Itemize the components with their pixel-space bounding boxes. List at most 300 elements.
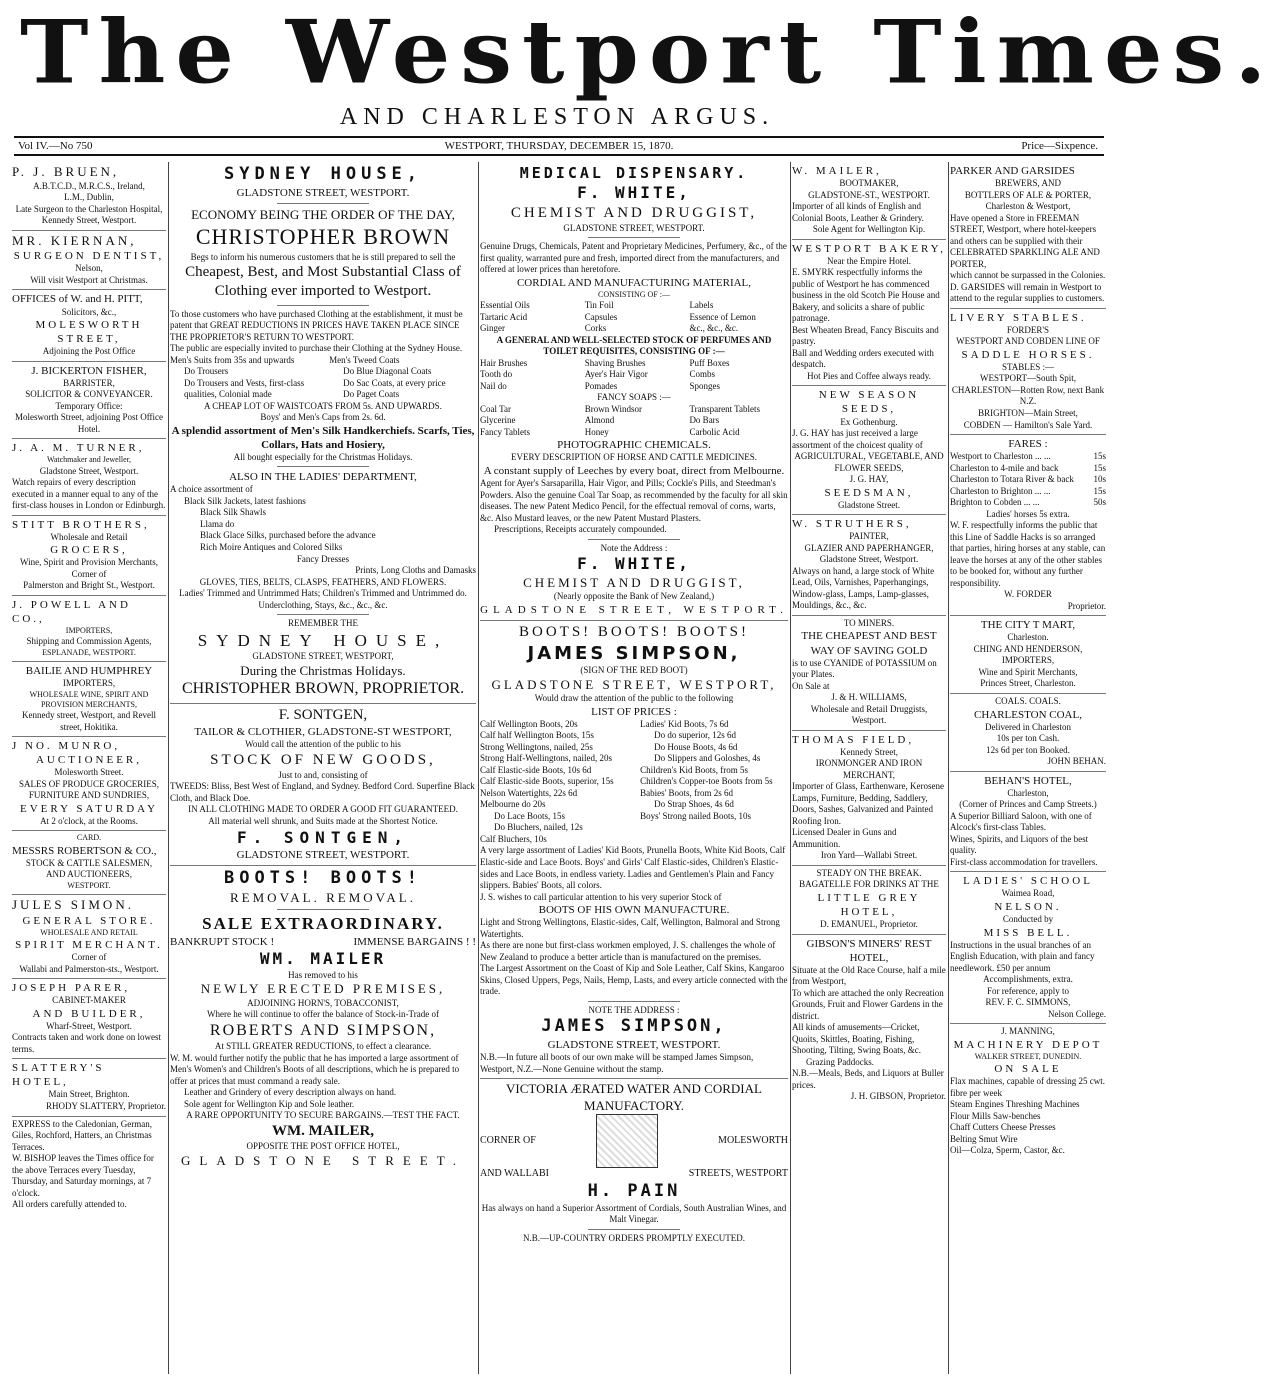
advert-line: N.B.—In future all boots of our own make will be stamped James Simpson, Westport, N.Z.—None Genuine without the stamp. bbox=[480, 1052, 754, 1074]
advert-line: ALSO IN THE LADIES' DEPARTMENT, bbox=[229, 471, 417, 484]
advert-line: Flax machines, capable of dressing 25 cwt. fibre per week bbox=[950, 1076, 1105, 1098]
advert-heading: PARKER AND GARSIDES bbox=[950, 165, 1075, 177]
advert-line: A GENERAL AND WELL-SELECTED STOCK OF PERFUMES AND TOILET REQUISITES, CONSISTING OF :— bbox=[496, 334, 772, 357]
advert-line: Instructions in the usual branches of an English Education, with plain and fancy needlework. £50 per annum bbox=[950, 939, 1095, 973]
advert-line: IN ALL CLOTHING MADE TO ORDER A GOOD FIT GUARANTEED. bbox=[188, 804, 458, 815]
advert-struthers bbox=[792, 515, 946, 616]
advert-line: Ladies' horses 5s extra. bbox=[986, 508, 1070, 519]
advert-heading: JOSEPH PARER, bbox=[12, 982, 131, 995]
fare-price: 10s bbox=[1093, 474, 1106, 485]
toilet-list bbox=[480, 358, 788, 393]
advert-mailer-bootmaker bbox=[792, 162, 946, 240]
advert-line: J. G. HAY, bbox=[849, 474, 889, 485]
divider bbox=[277, 909, 369, 910]
advert-line: Underclothing, Stays, &c., &c., &c. bbox=[258, 599, 388, 610]
advert-line: Charleston & Westport, bbox=[985, 201, 1071, 212]
advert-heading: H. PAIN bbox=[587, 1181, 681, 1202]
advert-line: (Corner of Princes and Camp Streets.) bbox=[959, 799, 1097, 810]
advert-line: Main Street, Brighton. bbox=[48, 1089, 130, 1100]
advert-line: WHOLESALE AND RETAIL bbox=[40, 927, 138, 937]
advert-line: J. G. HAY has just received a large assortment of the choicest quality of bbox=[792, 428, 923, 450]
advert-line: Kennedy street, Westport, and Revell street, Hokitika. bbox=[21, 710, 157, 732]
column-rule bbox=[948, 162, 949, 1374]
list-item: Do Paget Coats bbox=[343, 389, 400, 400]
advert-line: J. & H. WILLIAMS, bbox=[831, 692, 907, 703]
fare-row bbox=[950, 497, 1106, 509]
divider bbox=[588, 1229, 680, 1230]
advert-line: Begs to inform his numerous customers that he is still prepared to sell the bbox=[190, 251, 456, 262]
advert-line: D. EMANUEL, Proprietor. bbox=[820, 919, 918, 930]
masthead bbox=[0, 0, 1276, 152]
advert-gibson bbox=[792, 935, 946, 1106]
fare-price: 15s bbox=[1093, 462, 1106, 473]
advert-line: A RARE OPPORTUNITY TO SECURE BARGAINS.—TEST THE FACT. bbox=[186, 1110, 460, 1121]
advert-line: The public are especially invited to purchase their Clothing at the Sydney House. bbox=[170, 343, 463, 354]
advert-line: A very large assortment of Ladies' Kid Boots, Prunella Boots, White Kid Boots, Calf Elastic-side and Lace Boots. Boys' and Girls' Calf Elastic-sides, Children's Elastic-sides and Lace Boots, in endless variety. Ladies and Gentlemen's Plain and Fancy slippers. Babies' Boots, all colors. bbox=[480, 845, 786, 891]
column-3 bbox=[480, 162, 788, 1372]
advert-heading: W. MAILER, bbox=[792, 165, 882, 177]
advert-heading: STEADY ON THE BREAK. bbox=[816, 867, 922, 878]
advert-line: SURGEON DENTIST, bbox=[13, 250, 165, 263]
list-item: Melbourne do 20s bbox=[480, 799, 546, 810]
advert-line: BANKRUPT STOCK ! bbox=[170, 936, 275, 949]
advert-line: CHING AND HENDERSON, IMPORTERS, bbox=[973, 643, 1083, 666]
advert-line: Sole Agent for Wellington Kip. bbox=[812, 224, 926, 235]
address-row bbox=[480, 1168, 788, 1181]
advert-express bbox=[12, 1117, 166, 1214]
advert-line: Genuine Drugs, Chemicals, Patent and Proprietary Medicines, Perfumery, &c., of the first quality, warranted pure and fresh, imported direct from the manufacturers, and offered at lower prices than heretofore. bbox=[480, 241, 787, 275]
advert-heading: STITT BROTHERS, bbox=[12, 518, 150, 531]
advert-line: Wines, Spirits, and Liquors of the best quality. bbox=[950, 833, 1089, 856]
newspaper-subtitle: AND CHARLESTON ARGUS. bbox=[339, 104, 775, 130]
issue-price: Price—Sixpence. bbox=[1021, 140, 1098, 152]
advert-line: TWEEDS: Bliss, Best West of England, and Sydney. Bedford Cord. Superfine Black Cloth, and Black Doe. bbox=[170, 781, 475, 803]
advert-line: Wholesale and Retail bbox=[50, 531, 128, 542]
advert-line: IMPORTERS, bbox=[62, 678, 116, 689]
advert-line: Will visit Westport at Christmas. bbox=[30, 274, 148, 285]
advert-line: Molesworth Street, adjoining Post Office Hotel. bbox=[14, 412, 164, 434]
list-item: Rich Moire Antiques and Colored Silks bbox=[200, 541, 343, 552]
list-item: Do House Boots, 4s 6d bbox=[654, 741, 738, 752]
advert-manning bbox=[950, 1024, 1106, 1160]
list-item: Coal Tar bbox=[480, 403, 511, 414]
advert-pitt bbox=[12, 290, 166, 361]
advert-line: EVERY SATURDAY bbox=[19, 802, 159, 815]
advert-line: Cheapest, Best, and Most Substantial Class of Clothing ever imported to Westport. bbox=[185, 264, 461, 300]
advert-grey-hotel bbox=[792, 866, 946, 935]
advert-line: Best Wheaten Bread, Fancy Biscuits and pastry. bbox=[792, 324, 939, 347]
divider bbox=[277, 305, 369, 306]
advert-kiernan bbox=[12, 231, 166, 291]
advert-line: REMEMBER THE bbox=[287, 618, 359, 629]
list-item: Llama do bbox=[200, 518, 235, 529]
advert-line: COBDEN — Hamilton's Sale Yard. bbox=[963, 419, 1093, 430]
advert-line: All kinds of amusements—Cricket, Quoits, Skittles, Boating, Fishing, Shooting, Tilting, Swing Boats, &c. bbox=[792, 1022, 922, 1056]
fare-row bbox=[950, 486, 1106, 498]
list-item: Babies' Boots, from 2s 6d bbox=[640, 787, 734, 798]
advert-line: AND BUILDER, bbox=[32, 1007, 146, 1020]
advert-simpson bbox=[480, 621, 788, 1079]
list-item: Men's Tweed Coats bbox=[329, 354, 400, 365]
advert-behan-hotel bbox=[950, 772, 1106, 873]
divider bbox=[277, 203, 369, 204]
soap-list bbox=[480, 404, 788, 439]
advert-line: Nelson College. bbox=[1048, 1008, 1106, 1019]
advert-line: Importer of all kinds of English and Colonial Boots, Leather & Grindery. bbox=[792, 201, 924, 223]
advert-simon bbox=[12, 895, 166, 979]
list-item: Strong Half-Wellingtons, nailed, 20s bbox=[480, 753, 613, 764]
advert-line: ADJOINING HORN'S, TOBACCONIST, bbox=[247, 997, 399, 1008]
advert-heading: ROBERTS AND SIMPSON, bbox=[209, 1021, 437, 1039]
list-item: Glycerine bbox=[480, 415, 516, 426]
advert-parker-garsides bbox=[950, 162, 1106, 309]
advert-line: SADDLE HORSES. bbox=[961, 348, 1095, 361]
advert-line: Watch repairs of every description executed in a manner equal to any of the first-class houses in London or Edinburgh. bbox=[12, 477, 166, 511]
advert-bailie bbox=[12, 662, 166, 737]
fare-price: 50s bbox=[1093, 497, 1106, 508]
list-item: Do Trousers bbox=[184, 366, 229, 377]
fare-price: 15s bbox=[1093, 451, 1106, 462]
advert-line: Near the Empire Hotel. bbox=[827, 255, 911, 266]
advert-line: GLADSTONE STREET, WESTPORT. bbox=[547, 1039, 721, 1052]
list-item: Essential Oils bbox=[480, 300, 530, 311]
list-item: Strong Wellingtons, nailed, 25s bbox=[480, 741, 593, 752]
list-item: Fancy Dresses bbox=[296, 553, 350, 564]
advert-line: SEEDSMAN, bbox=[824, 486, 914, 499]
issue-date: WESTPORT, THURSDAY, DECEMBER 15, 1870. bbox=[444, 140, 674, 152]
advert-line: CONSISTING OF :— bbox=[597, 289, 670, 299]
advert-line: REV. F. C. SIMMONS, bbox=[985, 997, 1071, 1008]
advert-line: All material well shrunk, and Suits made at the Shortest Notice. bbox=[208, 815, 438, 826]
advert-line: CHEMIST AND DRUGGIST, bbox=[523, 574, 745, 590]
fare-row bbox=[950, 451, 1106, 463]
advert-heading: JAMES SIMPSON, bbox=[541, 1016, 727, 1037]
fare-route: Brighton to Cobden ... ... bbox=[950, 497, 1040, 508]
advert-line: A splendid assortment of Men's Silk Handkerchiefs. Scarfs, Ties, Collars, Hats and Hosiery, bbox=[171, 424, 475, 451]
list-item: Essence of Lemon bbox=[689, 311, 756, 322]
advert-line: ON SALE bbox=[994, 1063, 1062, 1076]
advert-line: Would draw the attention of the public to the following bbox=[534, 693, 734, 704]
advert-line: FORDER'S bbox=[1006, 324, 1050, 335]
advert-line: MISS BELL. bbox=[983, 926, 1073, 939]
column-rule bbox=[478, 162, 479, 1374]
list-item: Calf Wellington Boots, 20s bbox=[480, 718, 578, 729]
advert-heading: OFFICES of W. and H. PITT, bbox=[12, 293, 143, 306]
advert-line: MOLESWORTH STREET, bbox=[35, 319, 143, 346]
list-item: Calf half Wellington Boots, 15s bbox=[480, 730, 594, 741]
list-item: Do Trousers and Vests, first-class qualities, Colonial made bbox=[184, 377, 305, 400]
advert-heading: SYDNEY HOUSE, bbox=[197, 630, 449, 650]
advert-line: WESTPORT AND COBDEN LINE OF bbox=[956, 336, 1100, 347]
advert-line: BARRISTER, bbox=[63, 377, 115, 388]
advert-line: Gladstone Street, Westport. bbox=[819, 554, 919, 565]
advert-heading: SYDNEY HOUSE, bbox=[223, 164, 423, 184]
advert-line: Waimea Road, bbox=[1001, 888, 1055, 899]
list-item: Prints, Long Cloths and Damasks bbox=[355, 565, 476, 576]
list-item: Sponges bbox=[689, 380, 720, 391]
column-5 bbox=[950, 162, 1106, 1372]
advert-heading: NEW SEASON SEEDS, bbox=[818, 389, 920, 416]
advert-heading: MEDICAL DISPENSARY. bbox=[519, 164, 749, 182]
advert-line: Conducted by bbox=[1002, 914, 1054, 924]
advert-line: Hot Pies and Coffee always ready. bbox=[807, 370, 931, 381]
advert-line: Wallabi and Palmerston-sts., Westport. bbox=[19, 963, 159, 974]
advert-line: CHARLESTON—Rotten Row, next Bank N.Z. bbox=[951, 384, 1105, 407]
advert-line: STABLES :— bbox=[1001, 361, 1055, 372]
advert-line: NOTE THE ADDRESS : bbox=[588, 1004, 680, 1015]
advert-line: ECONOMY BEING THE ORDER OF THE DAY, bbox=[191, 206, 455, 222]
list-item: Brown Windsor bbox=[584, 403, 642, 414]
advert-line: J. S. wishes to call particular attention to his very superior Stock of bbox=[480, 891, 722, 902]
advert-line: W. M. would further notify the public that he has imported a large assortment of Men's Women's and Children's Boots of all descriptions, which he is prepared to offer at prices that must command a ready sale. bbox=[170, 1052, 460, 1086]
advert-line: Shipping and Commission Agents, bbox=[26, 636, 152, 647]
advert-line: GLADSTONE STREET, WESTPORT. bbox=[236, 186, 410, 199]
advert-munro bbox=[12, 737, 166, 831]
advert-heading: W. STRUTHERS, bbox=[792, 518, 912, 531]
advert-line: IMMENSE BARGAINS ! ! bbox=[353, 936, 476, 949]
list-item: Do Bluchers, nailed, 12s bbox=[494, 822, 583, 833]
advert-line: At STILL GREATER REDUCTIONS, to effect a clearance. bbox=[214, 1041, 432, 1052]
list-item: Do Bars bbox=[689, 415, 720, 426]
advert-heading: TO MINERS. bbox=[843, 617, 895, 628]
advert-line: RHODY SLATTERY, Proprietor. bbox=[45, 1100, 166, 1111]
advert-line: IMPORTERS, bbox=[65, 626, 113, 636]
advert-heading: BOOTS! BOOTS! BOOTS! bbox=[518, 623, 749, 640]
advert-line: Grazing Paddocks. bbox=[806, 1056, 874, 1067]
advert-parer bbox=[12, 979, 166, 1059]
advert-heading: LIVERY STABLES. bbox=[950, 311, 1087, 324]
advert-heading: BOOTS! BOOTS! bbox=[223, 868, 423, 889]
fare-route: Charleston to Totara River & back bbox=[950, 474, 1074, 485]
advert-line: OPPOSITE THE POST OFFICE HOTEL, bbox=[246, 1141, 400, 1152]
fare-price: 15s bbox=[1093, 485, 1106, 496]
advert-line: Light and Strong Wellingtons, Elastic-sides, Calf, Wellington, Balmoral and Strong Watertights. bbox=[480, 917, 780, 939]
column-2 bbox=[170, 162, 476, 1372]
advert-line: The Largest Assortment on the Coast of Kip and Sole Leather, Calf Skins, Kangaroo Skins, Closed Uppers, Pegs, Nails, Hemp, Lasts, and every article connected with the trade. bbox=[480, 963, 788, 997]
advert-line: GLADSTONE STREET. bbox=[181, 1152, 465, 1168]
advert-line: On Sale at bbox=[792, 680, 830, 691]
advert-line: IRONMONGER AND IRON MERCHANT, bbox=[815, 758, 923, 780]
divider bbox=[588, 237, 680, 238]
advert-line: EVERY DESCRIPTION OF HORSE AND CATTLE MEDICINES. bbox=[511, 452, 757, 463]
advert-line: BRIGHTON—Main Street, bbox=[978, 408, 1078, 418]
list-item: A choice assortment of bbox=[170, 484, 253, 495]
list-item: Black Glace Silks, purchased before the advance bbox=[200, 530, 376, 541]
advert-line: Chaff Cutters Cheese Presses bbox=[950, 1122, 1056, 1133]
advert-line: NEWLY ERECTED PREMISES, bbox=[200, 981, 446, 997]
advert-line: TAILOR & CLOTHIER, GLADSTONE-ST WESTPORT, bbox=[194, 726, 452, 739]
advert-line: GLADSTONE STREET, WESTPORT. bbox=[236, 848, 410, 861]
advert-line: CARD. bbox=[76, 833, 102, 843]
advert-heading: MR. KIERNAN, bbox=[12, 232, 137, 248]
fare-route: Charleston to 4-mile and back bbox=[950, 462, 1059, 473]
advert-line: Ladies' Trimmed and Untrimmed Hats; Children's Trimmed and Untrimmed do. bbox=[179, 588, 467, 599]
advert-line: (SIGN OF THE RED BOOT) bbox=[580, 665, 688, 676]
advert-heading: COALS. COALS. bbox=[995, 695, 1061, 706]
advert-line: Contracts taken and work done on lowest terms. bbox=[12, 1032, 161, 1054]
advert-heading: F. SONTGEN, bbox=[278, 706, 368, 723]
list-item: Do Strap Shoes, 4s 6d bbox=[654, 799, 734, 810]
advert-line: 12s 6d per ton Booked. bbox=[986, 744, 1070, 755]
advert-line: To those customers who have purchased Clothing at the establishment, it must be patent that GREAT REDUCTIONS IN PRICES HAVE TAKEN PLACE SINCE THE PROPRIETOR'S RETURN TO WESTPORT. bbox=[170, 308, 463, 342]
advert-line: Solicitors, &c., bbox=[61, 306, 117, 317]
advert-line: Ball and Wedding orders executed with despatch. bbox=[792, 347, 934, 370]
list-item: Calf Elastic-side Boots, 10s 6d bbox=[480, 764, 592, 775]
advert-livery-stables bbox=[950, 309, 1106, 435]
advert-line: As there are none but first-class workmen employed, J. S. challenges the whole of New Zealand to produce a better article than is manufactured on the premises. bbox=[480, 940, 776, 962]
advert-fisher bbox=[12, 362, 166, 440]
advert-line: Corner of bbox=[71, 952, 107, 963]
advert-line: Gladstone Street, Westport. bbox=[39, 465, 139, 476]
advert-line: Princes Street, Charleston. bbox=[980, 678, 1076, 689]
advert-line: Late Surgeon to the Charleston Hospital, bbox=[15, 203, 163, 214]
advert-line: AGRICULTURAL, VEGETABLE, AND FLOWER SEEDS, bbox=[794, 451, 944, 473]
advert-line: Note the Address : bbox=[600, 542, 668, 553]
advert-line: GLAZIER AND PAPERHANGER, bbox=[804, 542, 934, 553]
list-item: Do Lace Boots, 15s bbox=[494, 810, 565, 821]
advert-heading: WM. MAILER bbox=[259, 949, 387, 969]
advert-line: LITTLE GREY HOTEL, bbox=[817, 891, 921, 919]
advert-line: All bought especially for the Christmas Holidays. bbox=[233, 451, 413, 462]
advert-line: PAINTER, bbox=[849, 531, 889, 542]
advert-line: Molesworth Street. bbox=[54, 767, 124, 778]
list-item: Men's Suits from 35s and upwards bbox=[170, 354, 295, 365]
cordial-list bbox=[480, 300, 788, 335]
advert-line: Importer of Glass, Earthenware, Kerosene Lamps, Furniture, Bedding, Saddlery, Doors, Sashes, Galvanized and Painted Roofing Iron. bbox=[792, 781, 944, 826]
advert-line: BOOTS OF HIS OWN MANUFACTURE. bbox=[538, 904, 730, 917]
machinery-illustration bbox=[596, 1114, 658, 1168]
advert-heading: F. SONTGEN, bbox=[237, 827, 409, 847]
advert-line: Where he will continue to offer the balance of Stock-in-Trade of bbox=[207, 1009, 439, 1020]
advert-line: W. BISHOP leaves the Times office for the above Terraces every Tuesday, Thursday, and Saturday mornings, at 7 o'clock. bbox=[12, 1153, 154, 1198]
advert-line: GLOVES, TIES, BELTS, CLASPS, FEATHERS, AND FLOWERS. bbox=[199, 576, 447, 587]
list-item: Nelson Watertights, 22s 6d bbox=[480, 787, 578, 798]
list-item: Ladies' Kid Boots, 7s 6d bbox=[640, 718, 729, 729]
advert-line: W. F. respectfully informs the public that this Line of Saddle Hacks is so arranged that parties, hiring horses at any stable, can leave the horses at any of the other stables to be booked for, without any further responsibility. bbox=[950, 520, 1106, 588]
list-item: Do do superior, 12s 6d bbox=[654, 730, 737, 741]
advert-line: To which are attached the only Recreation Grounds, Fruit and Flower Gardens in the district. bbox=[792, 987, 944, 1021]
dateline bbox=[14, 136, 1104, 156]
list-item: Children's Kid Boots, from 5s bbox=[640, 764, 749, 775]
advert-heading: VICTORIA ÆRATED WATER AND CORDIAL MANUFACTORY. bbox=[506, 1081, 762, 1113]
advert-line: WHOLESALE WINE, SPIRIT AND PROVISION MERCHANTS, bbox=[29, 689, 149, 709]
advert-line: JOHN BEHAN. bbox=[1047, 756, 1106, 767]
advert-heading: WM. MAILER, bbox=[271, 1122, 375, 1139]
advert-heading: FARES : bbox=[1008, 438, 1048, 451]
advert-line: SOLICITOR & CONVEYANCER. bbox=[25, 389, 153, 400]
advert-heading: CHRISTOPHER BROWN, PROPRIETOR. bbox=[181, 680, 465, 698]
list-item: Tin Foil bbox=[584, 300, 614, 311]
advert-line: GLADSTONE STREET, WESTPORT, bbox=[252, 651, 394, 662]
advert-line: Kennedy Street, Westport. bbox=[41, 215, 137, 226]
advert-line: PHOTOGRAPHIC CHEMICALS. bbox=[557, 439, 711, 452]
column-rule bbox=[168, 162, 169, 1374]
advert-line: A CHEAP LOT OF WAISTCOATS FROM 5s. AND UPWARDS. bbox=[204, 400, 442, 411]
advert-line: Leather and Grindery of every description always on hand. bbox=[184, 1087, 397, 1098]
advert-ladies-school bbox=[950, 872, 1106, 1024]
advert-pain bbox=[480, 1079, 788, 1247]
advert-heading: J. MANNING, bbox=[1001, 1026, 1055, 1037]
advert-coal bbox=[950, 694, 1106, 772]
advert-stitt bbox=[12, 516, 166, 596]
advert-line: BREWERS, AND bbox=[994, 178, 1061, 189]
column-rule bbox=[790, 162, 791, 1374]
list-item: Children's Copper-toe Boots from 5s bbox=[640, 776, 773, 787]
advert-line: STREETS, WESTPORT bbox=[688, 1168, 788, 1180]
advert-field bbox=[792, 731, 946, 866]
advert-line: Corner of bbox=[71, 568, 107, 579]
advert-line: Has always on hand a Superior Assortment of Cordials, South Australian Wines, and Malt Vinegar. bbox=[481, 1202, 787, 1225]
advert-line: Wine, Spirit and Provision Merchants, bbox=[19, 557, 159, 568]
advert-line: MOLESWORTH bbox=[718, 1134, 788, 1146]
list-item: Honey bbox=[584, 426, 609, 437]
advert-line: Have opened a Store in FREEMAN STREET, Westport, where hotel-keepers and others can be supplied with their CELEBRATED SPARKLING ALE AND PORTER, bbox=[950, 212, 1100, 269]
list-item: Ayer's Hair Vigor bbox=[584, 369, 648, 380]
advert-line: J. H. GIBSON, Proprietor. bbox=[850, 1091, 946, 1102]
advert-miners bbox=[792, 616, 946, 731]
list-item: Almond bbox=[584, 415, 615, 426]
advert-line: WESTPORT—South Spit, bbox=[980, 373, 1076, 384]
advert-turner bbox=[12, 439, 166, 515]
advert-heading: J NO. MUNRO, bbox=[12, 740, 121, 753]
advert-heading: THOMAS FIELD, bbox=[792, 733, 915, 746]
advert-heading: JULES SIMON. bbox=[12, 897, 134, 913]
advert-line: Charleston. bbox=[1007, 632, 1049, 643]
advert-line: CHARLESTON COAL, bbox=[974, 708, 1082, 721]
list-item: Corks bbox=[584, 323, 607, 334]
advert-heading: BEHAN'S HOTEL, bbox=[984, 774, 1072, 787]
divider bbox=[588, 1001, 680, 1002]
advert-line: which cannot be surpassed in the Colonies. bbox=[950, 270, 1106, 281]
advert-heading: BAILIE AND HUMPHREY bbox=[25, 665, 153, 678]
advert-line: A.B.T.C.D., M.R.C.S., Ireland, bbox=[33, 180, 145, 191]
column-4 bbox=[792, 162, 946, 1372]
advert-line: THE CHEAPEST AND BEST WAY OF SAVING GOLD bbox=[801, 630, 937, 657]
advert-line: Adjoining the Post Office bbox=[42, 346, 136, 357]
advert-line: Wine and Spirit Merchants, bbox=[978, 666, 1078, 677]
advert-line: ESPLANADE, WESTPORT. bbox=[42, 647, 136, 657]
list-item: Black Silk Jackets, latest fashions bbox=[184, 495, 306, 506]
advert-line: W. FORDER bbox=[1004, 589, 1052, 600]
advert-line: Sole agent for Wellington Kip and Sole leather. bbox=[184, 1098, 355, 1109]
advert-line: Wholesale and Retail Druggists, bbox=[810, 703, 928, 714]
advert-heading: GIBSON'S MINERS' REST HOTEL, bbox=[806, 937, 932, 964]
list-item: Shaving Brushes bbox=[584, 357, 646, 368]
advert-line: FANCY SOAPS :— bbox=[597, 392, 671, 403]
list-item: Calf Elastic-side Boots, superior, 15s bbox=[480, 776, 614, 787]
list-item: Puff Boxes bbox=[689, 357, 730, 368]
advert-line: Gladstone Street. bbox=[838, 499, 900, 510]
list-item: Transparent Tablets bbox=[689, 403, 761, 414]
list-item: &c., &c., &c. bbox=[689, 323, 739, 334]
advert-line: GLADSTONE-ST., WESTPORT. bbox=[808, 189, 930, 200]
list-item: Boys' Strong nailed Boots, 10s bbox=[640, 810, 752, 821]
address-row bbox=[480, 1114, 788, 1168]
advert-line: Has removed to his bbox=[288, 969, 358, 980]
advert-line: AUCTIONEER, bbox=[35, 754, 143, 767]
advert-line: GROCERS, bbox=[50, 544, 128, 557]
advert-heading: LADIES' SCHOOL bbox=[963, 875, 1093, 888]
advert-line: GLADSTONE STREET, WESTPORT. bbox=[480, 603, 788, 616]
advert-line: A constant supply of Leeches by every boat, direct from Melbourne. bbox=[483, 465, 785, 477]
advert-heading: F. WHITE, bbox=[577, 183, 691, 203]
advert-heading: WESTPORT BAKERY, bbox=[792, 242, 946, 255]
advert-line: GLADSTONE STREET, WESTPORT, bbox=[491, 676, 777, 692]
advert-line: GLADSTONE STREET, WESTPORT. bbox=[563, 222, 705, 233]
advert-heading: J. POWELL AND CO., bbox=[12, 598, 131, 626]
advert-line: Steam Engines Threshing Machines bbox=[950, 1099, 1080, 1110]
advert-line: Charleston, bbox=[1007, 787, 1049, 798]
